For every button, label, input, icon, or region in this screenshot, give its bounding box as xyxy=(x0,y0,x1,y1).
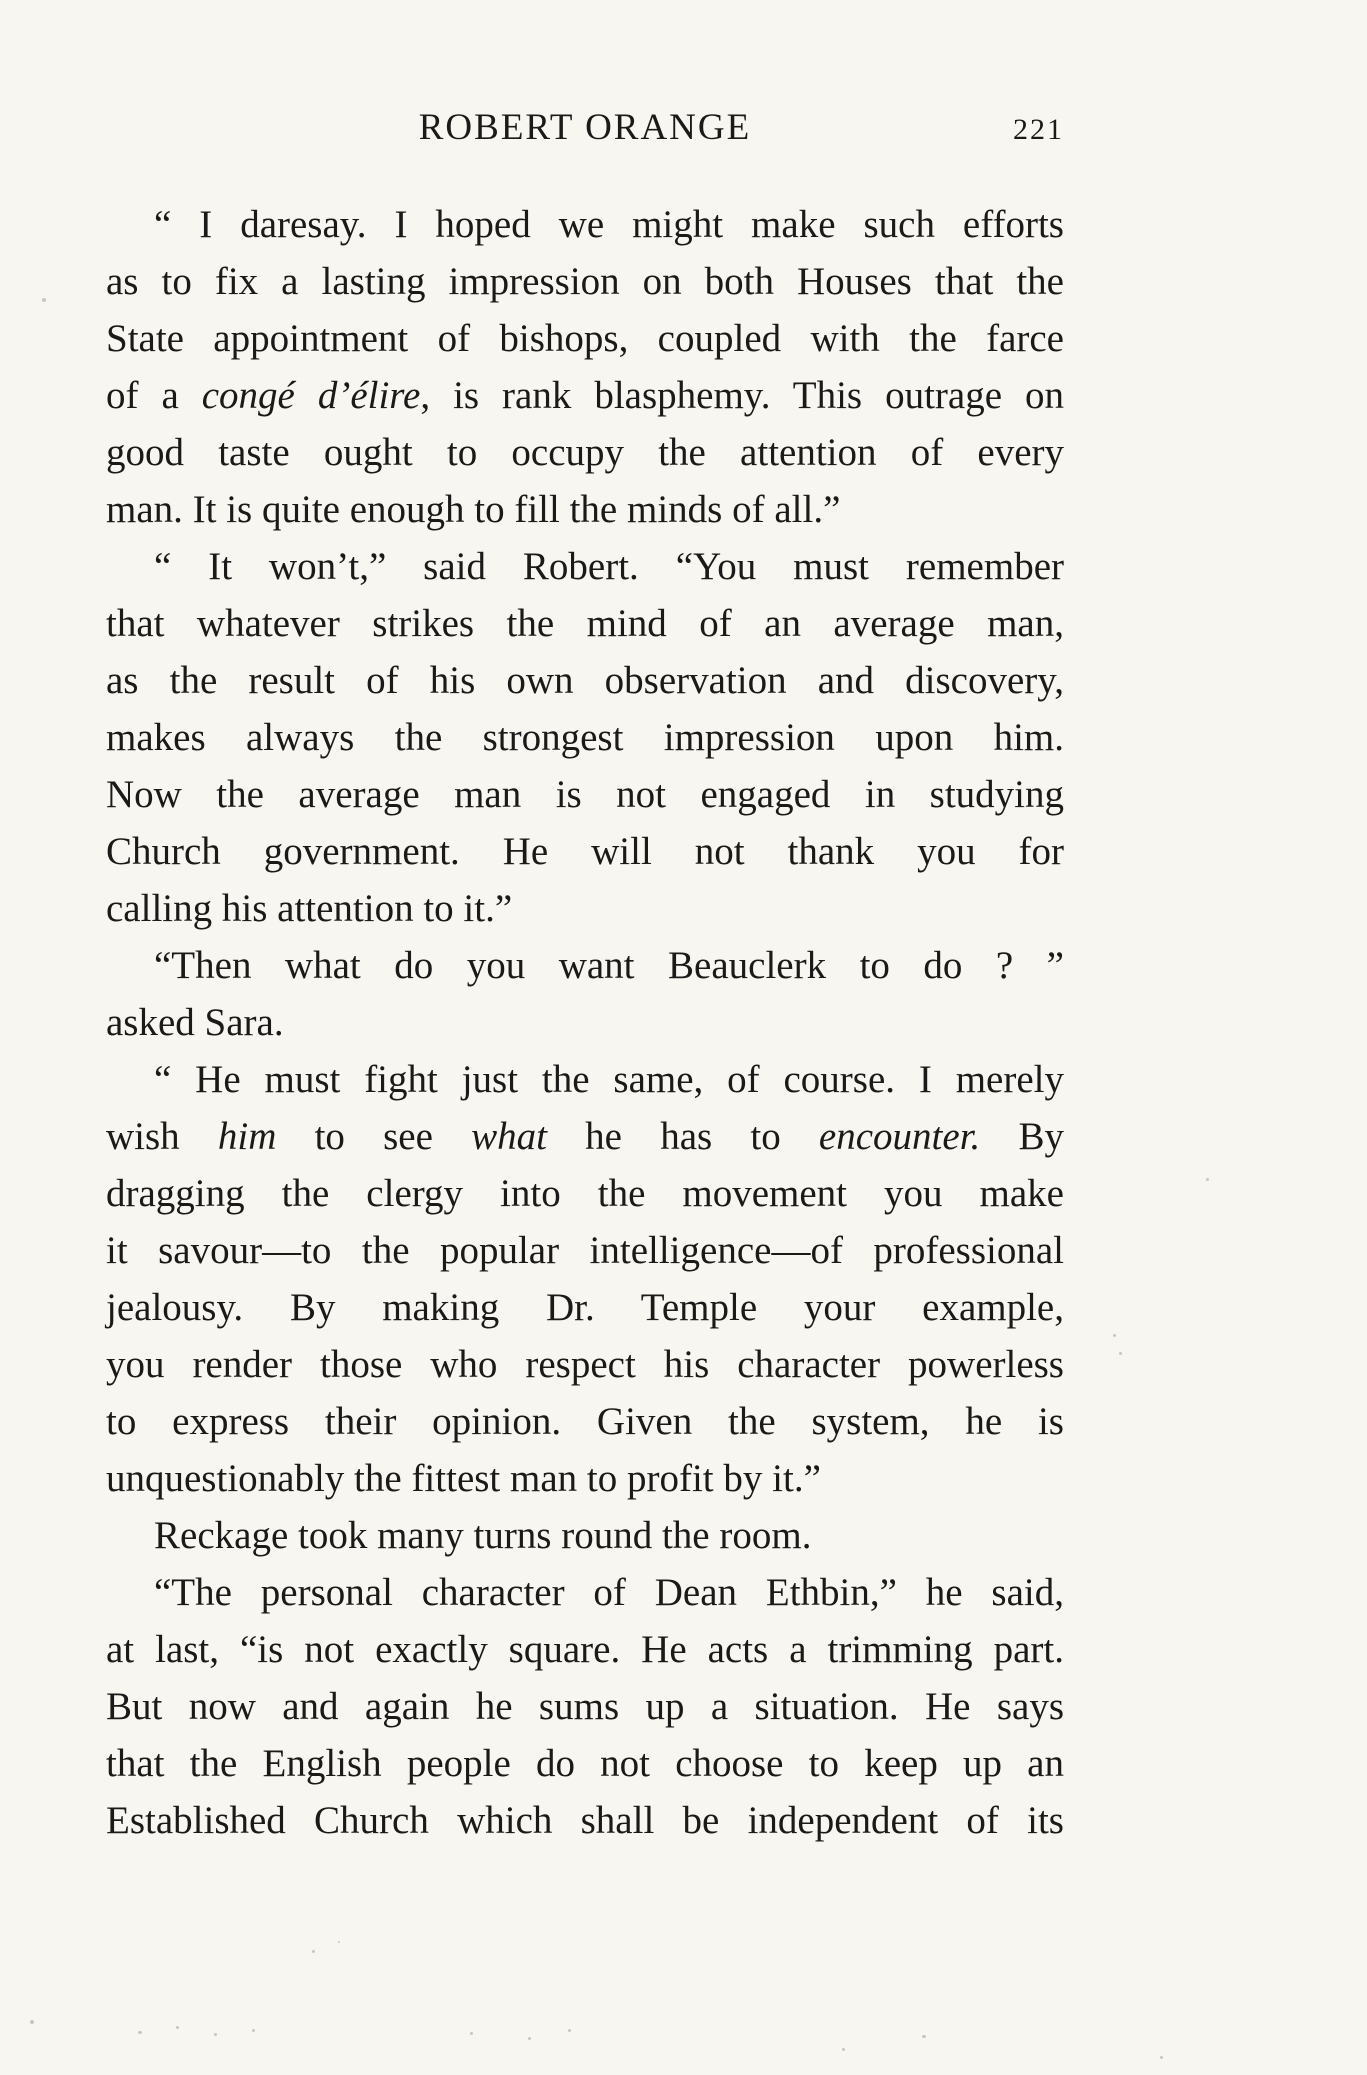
scan-speck xyxy=(1119,1352,1122,1355)
italic-phrase: congé d’élire xyxy=(201,374,421,417)
text-line: that the English people do not choose to keep up an xyxy=(106,1742,1064,1785)
text-run: , is rank blasphemy. This outrage on xyxy=(420,374,1064,417)
scan-speck xyxy=(1206,1178,1209,1181)
scan-speck xyxy=(252,2029,255,2032)
text-line xyxy=(106,1108,1064,1165)
text-run: of a xyxy=(106,374,202,417)
text-line: it savour—to the popular intelligence—of professional xyxy=(106,1229,1064,1272)
text-line: man. It is quite enough to fill the minds of all.” xyxy=(106,488,841,531)
text-run: wish xyxy=(106,1115,218,1158)
scan-speck xyxy=(1160,2056,1163,2059)
text-line: “ It won’t,” said Robert. “You must remember xyxy=(154,545,1064,588)
scan-speck xyxy=(30,2020,34,2024)
scan-speck xyxy=(312,1950,315,1953)
text-run: he has to xyxy=(546,1115,819,1158)
scan-speck xyxy=(176,2026,179,2029)
text-line: that whatever strikes the mind of an average man, xyxy=(106,602,1064,645)
scan-speck xyxy=(922,2035,926,2038)
text-line: “ I daresay. I hoped we might make such efforts xyxy=(154,203,1064,246)
text-line: “Then what do you want Beauclerk to do ? ” xyxy=(154,944,1064,987)
text-line: good taste ought to occupy the attention of every xyxy=(106,431,1064,474)
text-line: you render those who respect his character powerless xyxy=(106,1343,1064,1386)
page-number: 221 xyxy=(1013,113,1064,146)
body-text xyxy=(106,196,1064,1849)
running-title: ROBERT ORANGE xyxy=(418,107,752,148)
scan-speck xyxy=(138,2031,142,2034)
text-line: Church government. He will not thank you for xyxy=(106,830,1064,873)
text-line: as to fix a lasting impression on both Houses that the xyxy=(106,260,1064,303)
page-header xyxy=(106,103,1064,153)
text-line: makes always the strongest impression upon him. xyxy=(106,716,1064,759)
scan-speck xyxy=(338,1941,340,1943)
italic-word: encounter. xyxy=(818,1115,981,1158)
scan-speck xyxy=(528,2037,531,2040)
scan-speck xyxy=(842,2048,845,2051)
text-run: By xyxy=(980,1115,1065,1158)
italic-word: what xyxy=(471,1115,547,1158)
italic-word: him xyxy=(217,1115,277,1158)
text-line: jealousy. By making Dr. Temple your example, xyxy=(106,1286,1064,1329)
text-run: to see xyxy=(276,1115,472,1158)
scan-speck xyxy=(214,2033,217,2036)
scan-speck xyxy=(42,298,46,302)
scan-speck xyxy=(1113,1334,1116,1337)
text-line: at last, “is not exactly square. He acts a trimming part. xyxy=(106,1628,1064,1671)
text-line: “The personal character of Dean Ethbin,” he said, xyxy=(154,1571,1064,1614)
text-line: But now and again he sums up a situation. He says xyxy=(106,1685,1064,1728)
text-line: dragging the clergy into the movement you make xyxy=(106,1172,1064,1215)
text-line: “ He must fight just the same, of course. I merely xyxy=(154,1058,1064,1101)
scan-speck xyxy=(470,2032,473,2035)
text-line: to express their opinion. Given the system, he is xyxy=(106,1400,1064,1443)
scan-speck xyxy=(568,2029,571,2032)
text-line: unquestionably the fittest man to profit by it.” xyxy=(106,1457,821,1500)
text-line xyxy=(106,367,1064,424)
text-line: Now the average man is not engaged in studying xyxy=(106,773,1064,816)
text-line: calling his attention to it.” xyxy=(106,887,513,930)
text-line: State appointment of bishops, coupled with the farce xyxy=(106,317,1064,360)
text-line: Reckage took many turns round the room. xyxy=(154,1514,812,1557)
text-line: as the result of his own observation and discovery, xyxy=(106,659,1064,702)
text-line: asked Sara. xyxy=(106,1001,284,1044)
text-line: Established Church which shall be independent of its xyxy=(106,1799,1064,1842)
